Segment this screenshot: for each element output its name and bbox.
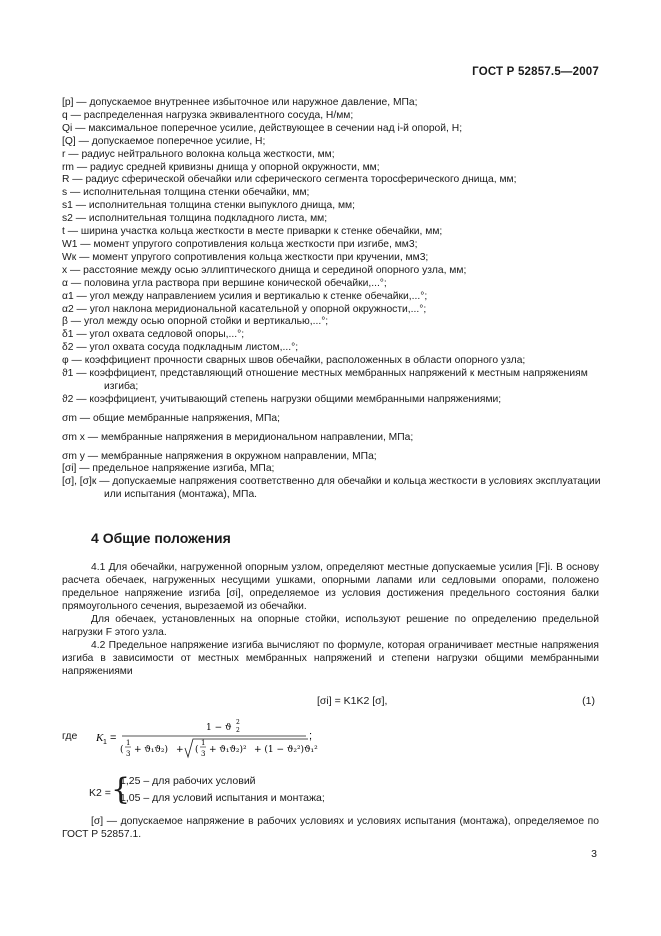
k2-cases <box>120 773 325 807</box>
formula-1-expression: [σi] = K1K2 [σ], <box>317 695 388 707</box>
symbol-definition: [σ], [σ]к — допускаемые напряжения соответственно для обечайки и кольца жесткости в условиях эксплуатации или испытания (монтажа), МПа. <box>62 476 601 501</box>
symbol-definition: Wк — момент упругого сопротивления кольца жесткости при кручении, мм3; <box>62 251 429 263</box>
section-title <box>91 530 231 546</box>
symbol-definition: ϑ1 — коэффициент, представляющий отношение местных мембранных напряжений к местным напряжениям изгиба; <box>62 368 588 392</box>
k2-case-test: 1,05 – для условий испытания и монтажа; <box>120 792 325 804</box>
symbol-definition: q — распределенная нагрузка эквивалентного сосуда, Н/мм; <box>62 109 354 121</box>
svg-text:+ (1 − ϑ₂²)ϑ₁²: + (1 − ϑ₂²)ϑ₁² <box>254 745 318 755</box>
symbol-definition: σm x — мембранные напряжения в меридиональном направлении, МПа; <box>62 431 414 443</box>
svg-text:3: 3 <box>201 750 206 758</box>
svg-text:1: 1 <box>201 739 206 747</box>
symbol-definition: α1 — угол между направлением усилия и вертикалью к стенке обечайки,...°; <box>62 290 428 302</box>
symbol-definition: W1 — момент упругого сопротивления кольца жесткости при изгибе, мм3; <box>62 238 418 250</box>
symbol-list <box>62 97 602 502</box>
paragraph-4-2: 4.2 Предельное напряжение изгиба вычисляют по формуле, которая ограничивает местные напряжения изгиба в зависимости от местных мембранных напряжений и степени нагрузки общими мембранными напряжениями <box>62 640 599 677</box>
symbol-definition: δ2 — угол охвата сосуда подкладным листом,...°; <box>62 342 299 354</box>
symbol-definition: s — исполнительная толщина стенки обечайки, мм; <box>62 187 310 199</box>
section-title-text: Общие положения <box>102 530 231 546</box>
symbol-definition: s1 — исполнительная толщина стенки выпуклого днища, мм; <box>62 200 355 212</box>
k1-numerator <box>206 719 240 734</box>
svg-text:3: 3 <box>126 750 131 758</box>
svg-text:+: + <box>176 745 184 755</box>
k2-case-working: 1,25 – для рабочих условий <box>120 775 256 787</box>
svg-text:2: 2 <box>236 727 240 734</box>
svg-text:(: ( <box>120 745 124 755</box>
k1-formula <box>96 719 416 761</box>
brace-icon: { <box>111 772 131 807</box>
k1-semicolon: ; <box>309 730 313 742</box>
symbol-definition: α2 — угол наклона меридиональной касательной у опорной окружности,...°; <box>62 303 427 315</box>
symbol-definition: s2 — исполнительная толщина подкладного листа, мм; <box>62 213 328 225</box>
k2-formula <box>84 773 384 813</box>
k1-denominator <box>120 739 318 758</box>
symbol-definition: [p] — допускаемое внутреннее избыточное или наружное давление, МПа; <box>62 97 418 108</box>
paragraph-4-1b: Для обечаек, установленных на опорные стойки, используют решение по определению предельной нагрузки F этого узла. <box>62 614 599 638</box>
sigma-definition: [σ] — допускаемое напряжение в рабочих условиях и условиях испытания (монтажа), определяемое по ГОСТ Р 52857.1. <box>62 816 599 840</box>
where-label: где <box>62 730 78 742</box>
k1-equals: = <box>110 732 117 744</box>
sigma-definition-block <box>62 815 599 841</box>
svg-text:1: 1 <box>126 739 131 747</box>
symbol-definition: [σi] — предельное напряжение изгиба, МПа; <box>62 463 275 475</box>
svg-text:+ ϑ₁ϑ₂): + ϑ₁ϑ₂) <box>134 745 168 755</box>
svg-text:1 − ϑ: 1 − ϑ <box>206 723 232 733</box>
symbol-definition: ϑ2 — коэффициент, учитывающий степень нагрузки общими мембранными напряжениями; <box>62 393 502 405</box>
k2-label: K2 = <box>89 787 111 799</box>
svg-text:+ ϑ₁ϑ₂)²: + ϑ₁ϑ₂)² <box>209 745 247 755</box>
formula-1-number: (1) <box>582 695 595 707</box>
section-number: 4 <box>91 530 99 546</box>
symbol-definition: rm — радиус средней кривизны днища у опорной окружности, мм; <box>62 161 380 173</box>
symbol-definition: [Q] — допускаемое поперечное усилие, Н; <box>62 135 266 147</box>
k1-label: K <box>96 732 104 744</box>
symbol-definition: t — ширина участка кольца жесткости в месте приварки к стенке обечайки, мм; <box>62 226 443 238</box>
symbol-definition: δ1 — угол охвата седловой опоры,...°; <box>62 329 245 341</box>
symbol-definition: R — радиус сферической обечайки или сферического сегмента торосферического днища, мм; <box>62 174 517 186</box>
svg-text:2: 2 <box>236 719 240 726</box>
document-header: ГОСТ Р 52857.5—2007 <box>472 66 599 78</box>
symbol-definition: Qi — максимальное поперечное усилие, действующее в сечении над i-й опорой, Н; <box>62 122 463 134</box>
symbol-definition: σm y — мембранные напряжения в окружном направлении, МПа; <box>62 450 377 462</box>
symbol-definition: r — радиус нейтрального волокна кольца жесткости, мм; <box>62 148 335 160</box>
paragraph-block <box>62 561 599 678</box>
symbol-definition: σm — общие мембранные напряжения, МПа; <box>62 412 280 424</box>
symbol-definition: φ — коэффициент прочности сварных швов обечайки, расположенных в области опорного узла; <box>62 355 526 367</box>
symbol-definition: α — половина угла раствора при вершине конической обечайки,...°; <box>62 277 387 289</box>
k1-sub: 1 <box>103 739 107 746</box>
paragraph-4-1: 4.1 Для обечайки, нагруженной опорным узлом, определяют местные допускаемые усилия [F]i. В основу расчета обечаек, нагруженных несущими ушками, опорными лапами или седловыми опорами, положено предельное напряжение изгиба [σi], определяемое из условия достижения предельного состояния балки прямоугольного сечения, вырезаемой из обечайки. <box>62 562 599 612</box>
symbol-definition: β — угол между осью опорной стойки и вертикалью,...°; <box>62 316 329 328</box>
symbol-definition: x — расстояние между осью эллиптического днища и серединой опорного узла, мм; <box>62 264 467 276</box>
svg-text:(: ( <box>195 745 199 755</box>
page-number: 3 <box>591 848 597 860</box>
